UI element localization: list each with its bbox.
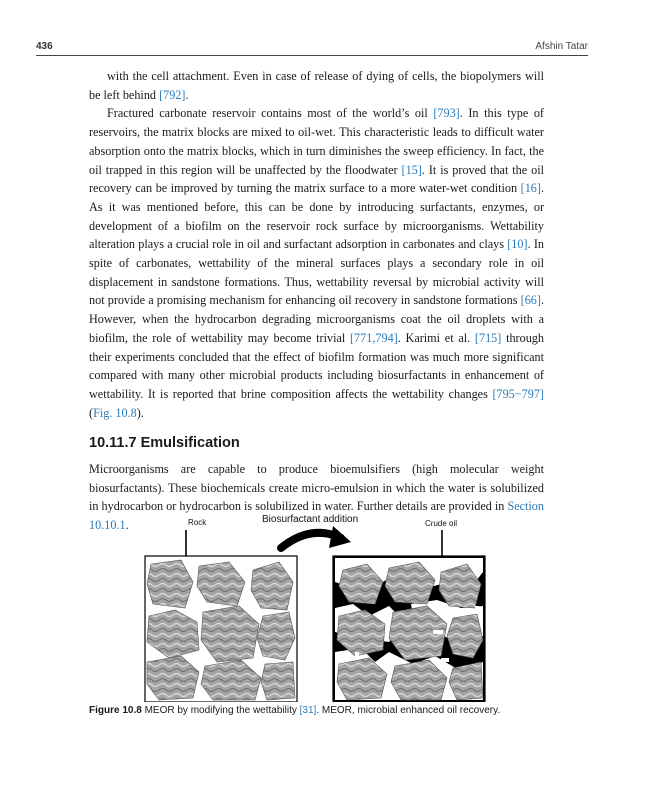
- text-run: through their experiments concluded that the effect of biofilm formation was much more significant compared with many other microbial products including biosurfactants in enhancement of wettability. It is reported that brine composition affects the wettability changes: [89, 330, 544, 401]
- citation-link[interactable]: [16]: [520, 181, 541, 196]
- section-heading: 10.11.7 Emulsification: [89, 435, 240, 452]
- citation-link[interactable]: [66]: [520, 293, 541, 308]
- figure-caption-label: Figure 10.8: [89, 705, 142, 716]
- text-run: .: [125, 518, 129, 533]
- citation-link[interactable]: [15]: [401, 162, 422, 177]
- text-run: . In spite of carbonates, wettability of the mineral surfaces plays a secondary role in oil displacement in sandstone formations. Thus, wettability reversal by microbial activity will not provide a promising mechanism for enhancing oil recovery in sandstone formations: [89, 237, 544, 308]
- text-run: . In this type of reservoirs, the matrix blocks are mixed to oil-wet. This characteristic leads to difficult water absorption onto the matrix blocks, which in turn diminishes the sweep efficiency. In fact, the oil trapped in this region will be unaffected by the floodwater: [89, 106, 544, 177]
- figure-link[interactable]: Fig. 10.8: [93, 405, 137, 420]
- text-run: . However, when the hydrocarbon degrading microorganisms coat the oil droplets with a biofilm, the role of wettability may become trivial: [89, 293, 544, 345]
- process-arrow: [281, 526, 351, 548]
- citation-link[interactable]: [715]: [474, 330, 502, 345]
- running-author: Afshin Tatar: [535, 41, 588, 52]
- citation-link[interactable]: [793]: [433, 106, 460, 121]
- citation-link[interactable]: [792]: [159, 87, 186, 102]
- citation-link[interactable]: [795−797]: [492, 386, 544, 401]
- biosurfactant-label: Biosurfactant addition: [262, 514, 359, 525]
- paragraph-continued: [71, 67, 544, 104]
- body-text: [89, 67, 544, 535]
- text-run: ).: [136, 405, 144, 420]
- figure-10-8: [89, 512, 549, 702]
- citation-link[interactable]: [10]: [507, 237, 528, 252]
- figure-illustration: [89, 512, 549, 702]
- running-header: [36, 41, 588, 55]
- text-run: . It is proved that the oil recovery can be improved by turning the matrix surface to a more water-wet condition: [89, 162, 544, 196]
- paragraph-wettability: [89, 104, 544, 422]
- page-number: 436: [36, 41, 53, 52]
- figure-caption-text: . MEOR, microbial enhanced oil recovery.: [316, 705, 501, 716]
- text-run: . Karimi et al.: [397, 330, 475, 345]
- text-run: . As it was mentioned before, this can be done by introducing surfactants, enzymes, or development of a biofilm on the reservoir rock surface by microorganisms. Wettability alteration plays a crucial role in oil and surfactant adsorption in carbonates and clays: [89, 181, 544, 252]
- text-run: .: [185, 87, 189, 102]
- figure-caption-text: MEOR by modifying the wettability: [141, 705, 300, 716]
- citation-link[interactable]: [31]: [299, 705, 317, 716]
- text-run: with the cell attachment. Even in case of release of dying of cells, the biopolymers will be left behind: [89, 69, 544, 102]
- rock-label: Rock: [188, 518, 207, 527]
- text-run: Microorganisms are capable to produce bioemulsifiers (high molecular weight biosurfactants). These biochemicals create micro-emulsion in which the water is solubilized in hydrocarbon or hydrocarbon is solubilized in water. Further details are provided in: [89, 462, 544, 514]
- figure-caption: [89, 705, 559, 716]
- panel-after: [333, 556, 485, 702]
- panel-before: [145, 556, 297, 702]
- header-rule: [36, 55, 588, 56]
- citation-link[interactable]: [771,794]: [350, 330, 398, 345]
- text-run: (: [89, 405, 94, 420]
- section-link[interactable]: Section 10.10.1: [89, 499, 544, 533]
- text-run: Fractured carbonate reservoir contains most of the world’s oil: [107, 106, 434, 121]
- crude-oil-label: Crude oil: [425, 519, 458, 528]
